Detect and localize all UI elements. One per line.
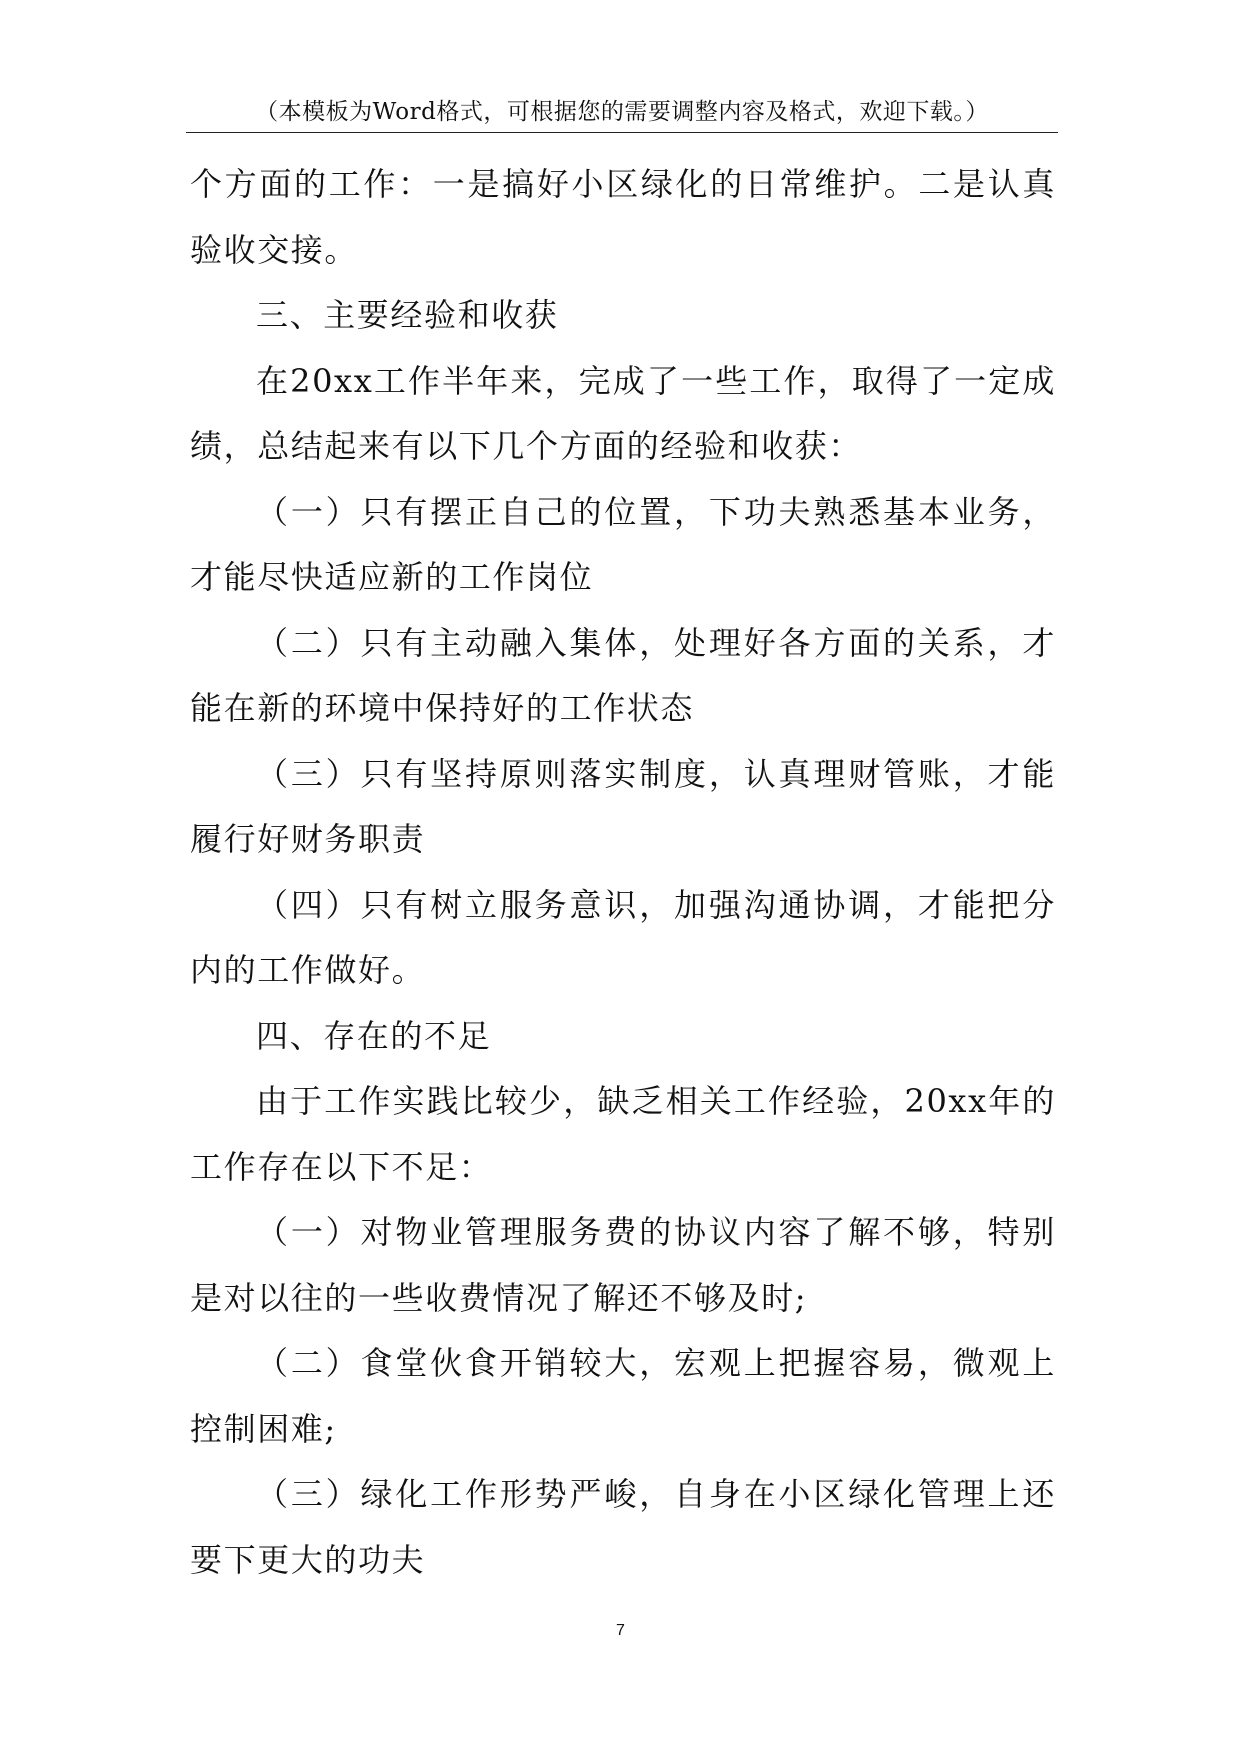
paragraph-experience-item-4: （四）只有树立服务意识，加强沟通协调，才能把分内的工作做好。: [190, 885, 1056, 989]
document-body: [190, 152, 1056, 1593]
paragraph-shortcomings-intro: 由于工作实践比较少，缺乏相关工作经验，20xx年的工作存在以下不足：: [190, 1082, 1056, 1186]
template-note-header: （本模板为Word格式，可根据您的需要调整内容及格式，欢迎下载。）: [255, 99, 989, 125]
paragraph-experience-item-3: （三）只有坚持原则落实制度，认真理财管账，才能履行好财务职责: [190, 754, 1056, 858]
page-number: 7: [616, 1622, 625, 1639]
paragraph-shortcoming-item-3: （三）绿化工作形势严峻，自身在小区绿化管理上还要下更大的功夫: [190, 1475, 1056, 1579]
header-divider: [186, 132, 1058, 133]
paragraph-shortcoming-item-2: （二）食堂伙食开销较大，宏观上把握容易，微观上控制困难;: [190, 1344, 1056, 1448]
paragraph-continuation: 个方面的工作：一是搞好小区绿化的日常维护。二是认真验收交接。: [190, 165, 1056, 269]
section-heading-main-experience: 三、主要经验和收获: [256, 296, 559, 334]
paragraph-experience-item-2: （二）只有主动融入集体，处理好各方面的关系，才能在新的环境中保持好的工作状态: [190, 623, 1056, 727]
paragraph-experience-item-1: （一）只有摆正自己的位置，下功夫熟悉基本业务，才能尽快适应新的工作岗位: [190, 492, 1056, 596]
paragraph-shortcoming-item-1: （一）对物业管理服务费的协议内容了解不够，特别是对以往的一些收费情况了解还不够及时;: [190, 1213, 1056, 1317]
section-heading-shortcomings: 四、存在的不足: [256, 1016, 492, 1055]
paragraph-experience-intro: 在20xx工作半年来，完成了一些工作，取得了一定成绩，总结起来有以下几个方面的经验和收获：: [190, 361, 1056, 465]
